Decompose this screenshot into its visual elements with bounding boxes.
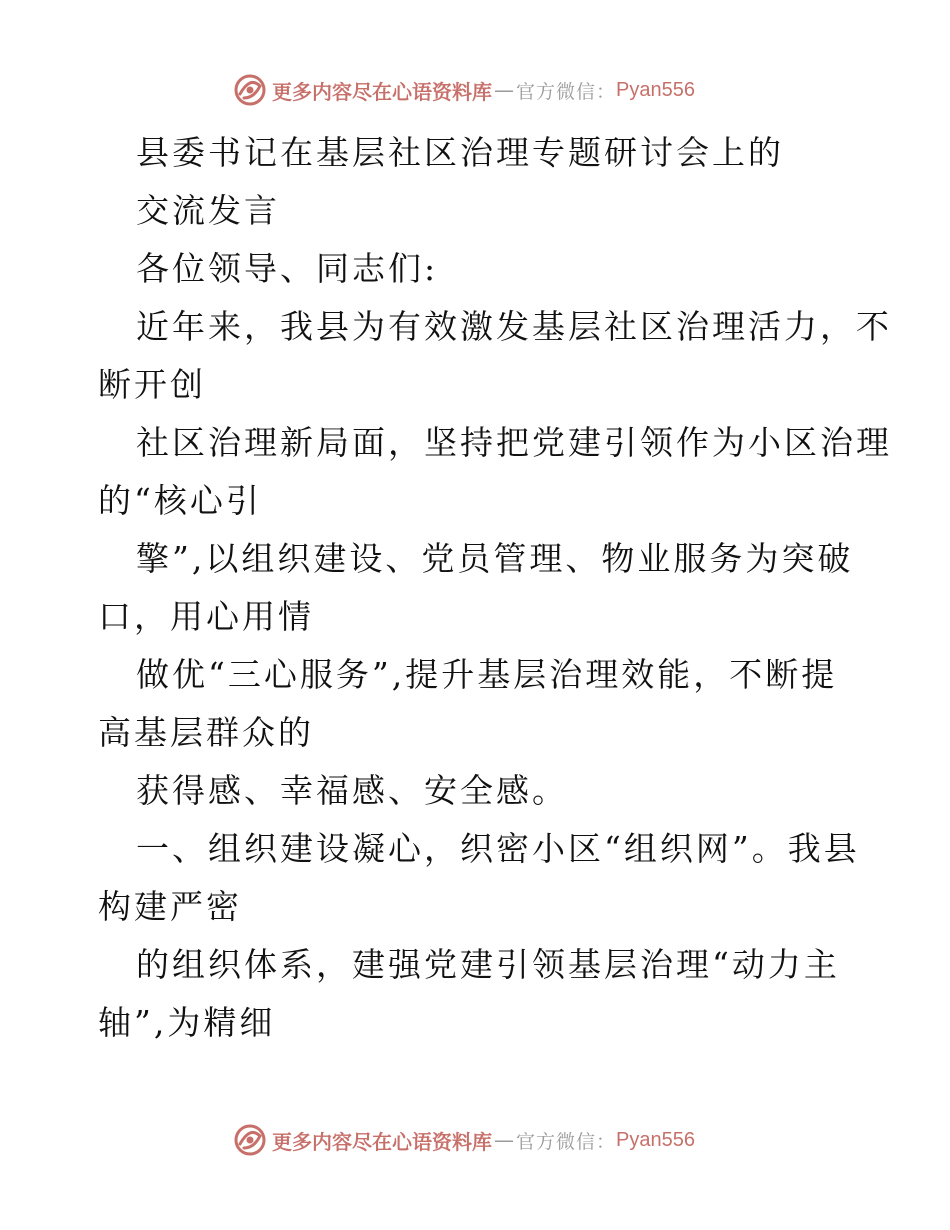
- paragraph-line: 做优“三心服务”,提升基层治理效能，不断提: [136, 655, 838, 694]
- document-title-line: 交流发言: [136, 191, 280, 230]
- paragraph-line: 获得感、幸福感、安全感。: [136, 771, 568, 810]
- paragraph-line: 断开创: [98, 365, 206, 404]
- paragraph-line: 的组织体系，建强党建引领基层治理“动力主: [136, 945, 840, 984]
- swirl-logo-icon: [232, 72, 268, 108]
- watermark-wechat-label: 官方微信：: [516, 80, 617, 103]
- watermark-wechat-label: 官方微信：: [516, 1130, 617, 1153]
- watermark-wechat-id: Pyan556: [616, 78, 695, 101]
- paragraph-line: 社区治理新局面，坚持把党建引领作为小区治理: [136, 423, 892, 462]
- paragraph-line: 近年来，我县为有效激发基层社区治理活力，不: [136, 307, 892, 346]
- paragraph-line: 擎”,以组织建设、党员管理、物业服务为突破: [136, 539, 854, 578]
- paragraph-line: 高基层群众的: [98, 713, 314, 752]
- watermark-separator: —: [494, 1128, 514, 1152]
- watermark-promo-text: 更多内容尽在心语资料库: [272, 1129, 492, 1154]
- watermark-wechat-id: Pyan556: [616, 1128, 695, 1151]
- header-watermark: [232, 70, 695, 110]
- section-heading-line: 一、组织建设凝心，织密小区“组织网”。我县: [136, 829, 860, 868]
- document-title-line: 县委书记在基层社区治理专题研讨会上的: [136, 133, 784, 172]
- watermark-promo-text: 更多内容尽在心语资料库: [272, 79, 492, 104]
- document-body: [98, 124, 892, 1052]
- paragraph-line: 轴”,为精细: [98, 1003, 276, 1042]
- paragraph-line: 的“核心引: [98, 481, 262, 520]
- footer-watermark: [232, 1120, 695, 1160]
- swirl-logo-icon: [232, 1122, 268, 1158]
- paragraph-line: 口，用心用情: [98, 597, 314, 636]
- watermark-separator: —: [494, 78, 514, 102]
- document-salutation: 各位领导、同志们:: [136, 249, 439, 288]
- paragraph-line: 构建严密: [98, 887, 242, 926]
